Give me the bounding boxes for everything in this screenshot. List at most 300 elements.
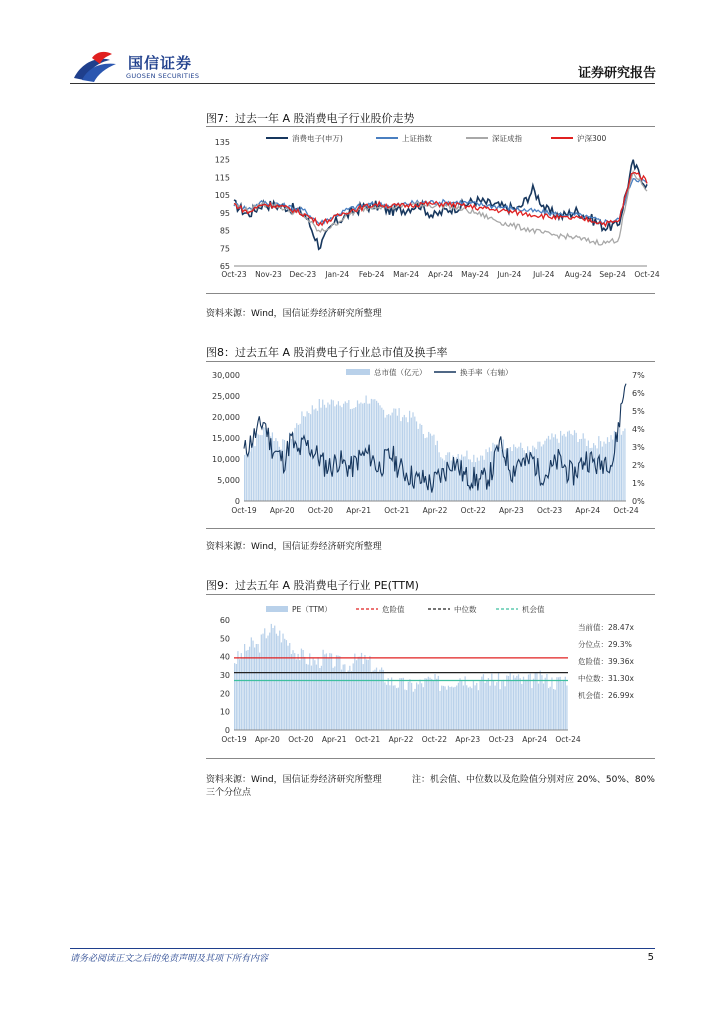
header-divider (70, 83, 655, 84)
pe-bar (566, 686, 567, 731)
market-cap-bar (371, 399, 372, 501)
market-cap-bar (355, 407, 356, 501)
market-cap-bar (553, 437, 554, 501)
legend-label: 深证成指 (492, 134, 522, 143)
market-cap-bar (465, 456, 466, 501)
market-cap-bar (345, 401, 346, 501)
x-tick-label: Oct-24 (555, 735, 581, 744)
market-cap-bar (555, 434, 556, 501)
market-cap-bar (274, 441, 275, 501)
market-cap-bar (624, 429, 625, 502)
pe-bar (239, 659, 240, 730)
pe-bar (421, 683, 422, 730)
pe-bar (561, 682, 562, 730)
pe-bar (548, 688, 549, 730)
y-tick-label: 75 (219, 244, 230, 254)
page-number: 5 (647, 952, 654, 963)
pe-bar (256, 644, 257, 730)
market-cap-bar (623, 431, 624, 501)
pe-bar (545, 678, 546, 730)
footer-disclaimer: 请务必阅读正文之后的免责声明及其项下所有内容 (70, 954, 269, 964)
x-tick-label: Apr-24 (428, 270, 453, 279)
pe-bar (495, 686, 496, 730)
pe-bar (276, 634, 277, 730)
market-cap-bar (579, 439, 580, 501)
market-cap-bar (522, 448, 523, 501)
legend-swatch-bar (346, 369, 370, 375)
legend-label-threshold: 中位数 (454, 605, 477, 614)
pe-bar (513, 675, 514, 730)
market-cap-bar (376, 401, 377, 501)
pe-bar (416, 683, 417, 731)
pe-bar (404, 690, 405, 730)
pe-bar (483, 674, 484, 730)
pe-bar (553, 689, 554, 730)
x-tick-label: Apr-22 (422, 506, 448, 515)
y-tick-label: 95 (219, 208, 230, 218)
y-tick-label: 30 (219, 671, 230, 680)
market-cap-bar (546, 439, 547, 501)
pe-bar (237, 651, 238, 730)
x-tick-label: Oct-22 (421, 735, 448, 744)
pe-bar (334, 666, 335, 730)
pe-bar (488, 678, 489, 730)
pe-bar (272, 628, 273, 730)
market-cap-bar (267, 436, 268, 501)
pe-bar (388, 678, 389, 730)
market-cap-bar (574, 430, 575, 501)
pe-bar (321, 666, 322, 730)
pe-bar (281, 642, 282, 730)
market-cap-bar (308, 413, 309, 501)
pe-bar (500, 689, 501, 730)
pe-bar (292, 650, 293, 730)
pe-bar (459, 678, 460, 730)
pe-bar (249, 647, 250, 730)
pe-bar (389, 685, 390, 730)
figure-8-source: 资料来源：Wind，国信证券经济研究所整理 (206, 542, 382, 552)
pe-bar (501, 681, 502, 730)
market-cap-bar (544, 441, 545, 501)
pe-bar (508, 676, 509, 730)
brand-name-cn: 国信证券 (128, 54, 193, 72)
pe-bar (304, 657, 305, 730)
y-tick-label: 20,000 (212, 413, 240, 422)
pe-bar (379, 670, 380, 730)
market-cap-bar (326, 408, 327, 501)
y-tick-label: 65 (219, 262, 230, 271)
pe-bar (485, 683, 486, 730)
annotation-label: 当前值：28.47x (578, 623, 634, 632)
market-cap-bar (442, 459, 443, 501)
pe-bar (254, 648, 255, 731)
x-tick-label: Jan-24 (325, 270, 350, 279)
x-tick-label: Apr-22 (388, 735, 414, 744)
pe-bar (311, 666, 312, 730)
market-cap-bar (409, 411, 410, 501)
market-cap-bar (595, 445, 596, 501)
market-cap-bar (249, 452, 250, 501)
pe-bar (341, 670, 342, 730)
y2-tick-label: 6% (632, 389, 645, 398)
market-cap-bar (496, 445, 497, 502)
figure-9-title: 图9：过去五年 A 股消费电子行业 PE(TTM) (206, 579, 419, 592)
pe-bar (520, 678, 521, 730)
pe-bar (301, 649, 302, 730)
market-cap-bar (425, 438, 426, 501)
y2-tick-label: 5% (632, 407, 645, 416)
series-line-1 (234, 179, 647, 224)
market-cap-bar (451, 461, 452, 502)
pe-bar (496, 682, 497, 730)
pe-bar (521, 684, 522, 730)
y-tick-label: 50 (219, 634, 230, 644)
market-cap-bar (386, 415, 387, 501)
pe-bar (456, 686, 457, 731)
pe-bar (344, 664, 345, 730)
pe-bar (259, 653, 260, 730)
pe-bar (398, 688, 399, 730)
x-tick-label: May-24 (461, 270, 489, 279)
pe-bar (441, 686, 442, 730)
market-cap-bar (411, 418, 412, 501)
market-cap-bar (426, 438, 427, 502)
pe-bar (394, 685, 395, 730)
market-cap-bar (487, 452, 488, 501)
market-cap-bar (430, 434, 431, 501)
pe-bar (329, 653, 330, 730)
pe-bar (431, 679, 432, 730)
figure-9-chart (206, 600, 655, 752)
figure-9-note-continued: 三个分位点 (206, 788, 252, 798)
pe-bar (448, 686, 449, 730)
market-cap-bar (548, 436, 549, 501)
pe-bar (264, 628, 265, 730)
annotation-label: 危险值：39.36x (578, 657, 634, 666)
pe-bar (251, 637, 252, 730)
pe-bar (376, 668, 377, 730)
pe-bar (465, 676, 466, 730)
market-cap-bar (468, 459, 469, 501)
pe-bar (236, 664, 237, 730)
figure-8-bottom-rule (206, 528, 655, 529)
pe-bar (558, 677, 559, 730)
market-cap-bar (336, 405, 337, 501)
pe-bar (313, 658, 314, 730)
market-cap-bar (366, 396, 367, 502)
pe-bar (348, 671, 349, 731)
x-tick-label: Oct-23 (536, 506, 563, 515)
market-cap-bar (324, 405, 325, 501)
market-cap-bar (498, 449, 499, 501)
x-tick-label: Oct-22 (460, 506, 486, 515)
pe-bar (540, 671, 541, 730)
market-cap-bar (593, 443, 594, 501)
pe-bar (443, 686, 444, 730)
y-tick-label: 10,000 (212, 455, 240, 464)
market-cap-bar (246, 452, 247, 501)
x-tick-label: Aug-24 (564, 270, 592, 279)
market-cap-bar (612, 440, 613, 501)
market-cap-bar (378, 403, 379, 501)
market-cap-bar (428, 432, 429, 501)
market-cap-bar (419, 424, 420, 501)
pe-bar (359, 657, 360, 730)
pe-bar (470, 687, 471, 730)
pe-bar (266, 638, 267, 730)
market-cap-bar (527, 446, 528, 501)
market-cap-bar (581, 439, 582, 501)
pe-bar (361, 653, 362, 730)
pe-bar (408, 682, 409, 730)
pe-bar (463, 686, 464, 731)
pe-bar (446, 690, 447, 730)
market-cap-bar (338, 401, 339, 501)
pe-bar (516, 676, 517, 730)
pe-bar (319, 668, 320, 730)
x-tick-label: Apr-24 (522, 735, 547, 744)
market-cap-bar (470, 460, 471, 502)
x-tick-label: Oct-20 (288, 735, 314, 744)
pe-bar (339, 656, 340, 730)
market-cap-bar (444, 460, 445, 501)
pe-bar (308, 665, 309, 730)
market-cap-bar (296, 423, 297, 501)
market-cap-bar (402, 417, 403, 501)
pe-bar (468, 688, 469, 730)
pe-bar (374, 670, 375, 730)
pe-bar (418, 684, 419, 730)
market-cap-bar (303, 416, 304, 501)
market-cap-bar (357, 400, 358, 501)
pe-bar (244, 644, 245, 730)
figure-9-source: 资料来源：Wind，国信证券经济研究所整理 (206, 775, 382, 785)
market-cap-bar (560, 431, 561, 501)
pe-bar (428, 677, 429, 730)
pe-bar (546, 674, 547, 730)
pe-bar (396, 688, 397, 730)
market-cap-bar (501, 450, 502, 501)
x-tick-label: Nov-23 (255, 270, 282, 279)
pe-bar (530, 674, 531, 730)
market-cap-bar (541, 447, 542, 502)
market-cap-bar (272, 432, 273, 501)
pe-bar (528, 675, 529, 730)
market-cap-bar (279, 447, 280, 501)
market-cap-bar (397, 416, 398, 501)
market-cap-bar (557, 439, 558, 501)
market-cap-bar (346, 403, 347, 501)
y-tick-label: 10 (219, 707, 230, 717)
x-tick-label: Oct-21 (384, 506, 410, 515)
market-cap-bar (305, 417, 306, 501)
pe-bar (391, 678, 392, 731)
x-tick-label: Sep-24 (599, 270, 626, 279)
figure-7-title-rule (206, 126, 655, 127)
pe-bar (523, 677, 524, 730)
market-cap-bar (562, 436, 563, 501)
x-tick-label: Mar-24 (393, 270, 420, 279)
pe-bar (541, 675, 542, 730)
pe-bar (454, 687, 455, 730)
pe-bar (267, 636, 268, 730)
x-tick-label: Apr-23 (455, 735, 481, 744)
x-tick-label: Apr-21 (346, 506, 371, 515)
market-cap-bar (261, 435, 262, 501)
market-cap-bar (597, 448, 598, 501)
market-cap-bar (331, 400, 332, 502)
legend-label-pe: PE（TTM） (292, 605, 332, 614)
page-header (0, 0, 724, 90)
y-tick-label: 125 (214, 155, 230, 165)
market-cap-bar (517, 448, 518, 501)
pe-bar (538, 684, 539, 730)
pe-bar (550, 687, 551, 730)
pe-bar (282, 634, 283, 730)
market-cap-bar (617, 435, 618, 501)
y2-tick-label: 0% (632, 497, 645, 506)
figure-9-note: 注：机会值、中位数以及危险值分别对应 20%、50%、80% (412, 775, 655, 785)
pe-bar (449, 687, 450, 730)
legend-label-threshold: 危险值 (382, 605, 405, 614)
market-cap-bar (598, 436, 599, 501)
y-tick-label: 15,000 (212, 434, 240, 443)
pe-bar (356, 660, 357, 730)
pe-bar (262, 634, 263, 730)
y-tick-label: 60 (219, 616, 230, 625)
guosen-logo (70, 50, 220, 86)
pe-bar (406, 690, 407, 730)
pe-bar (318, 657, 319, 730)
annotation-label: 机会值：26.99x (578, 691, 634, 700)
pe-bar (291, 654, 292, 730)
x-tick-label: Apr-20 (255, 735, 280, 744)
market-cap-bar (258, 435, 259, 502)
pe-bar (565, 677, 566, 730)
pe-bar (316, 665, 317, 730)
pe-bar (399, 678, 400, 730)
pe-bar (274, 626, 275, 730)
pe-bar (346, 673, 347, 730)
market-cap-bar (301, 411, 302, 501)
figure-8-title-rule (206, 361, 655, 362)
pe-bar (331, 654, 332, 731)
market-cap-bar (244, 455, 245, 501)
y2-tick-label: 7% (632, 371, 645, 380)
market-cap-bar (265, 428, 266, 501)
figure-9-bottom-rule (206, 758, 655, 759)
pe-bar (242, 658, 243, 730)
pe-bar (560, 677, 561, 730)
market-cap-bar (307, 411, 308, 501)
pe-bar (525, 680, 526, 730)
pe-bar (543, 684, 544, 731)
x-tick-label: Oct-24 (613, 506, 639, 515)
market-cap-bar (350, 409, 351, 501)
brand-name-en: GUOSEN SECURITIES (126, 72, 200, 80)
pe-bar (383, 670, 384, 730)
pe-bar (490, 686, 491, 730)
pe-bar (409, 679, 410, 730)
x-tick-label: Feb-24 (358, 270, 385, 279)
legend-label-bar: 总市值（亿元） (374, 368, 427, 377)
pe-bar (336, 655, 337, 730)
pe-bar (426, 679, 427, 730)
market-cap-bar (300, 424, 301, 501)
market-cap-bar (576, 433, 577, 501)
pe-bar (424, 678, 425, 730)
pe-bar (349, 666, 350, 730)
market-cap-bar (531, 452, 532, 501)
y-tick-label: 20 (219, 689, 230, 699)
pe-bar (451, 687, 452, 730)
market-cap-bar (503, 440, 504, 502)
footer-divider (70, 948, 655, 949)
pe-bar (271, 624, 272, 730)
pe-bar (294, 653, 295, 730)
pe-bar (433, 681, 434, 730)
pe-bar (413, 692, 414, 730)
pe-bar (423, 687, 424, 730)
market-cap-bar (343, 404, 344, 501)
pe-bar (505, 686, 506, 730)
market-cap-bar (567, 432, 568, 501)
y-tick-label: 135 (214, 138, 230, 147)
pe-bar (436, 679, 437, 730)
pe-bar (384, 682, 385, 730)
y2-tick-label: 1% (632, 479, 645, 488)
market-cap-bar (551, 433, 552, 501)
market-cap-bar (248, 455, 249, 501)
market-cap-bar (600, 441, 601, 501)
pe-bar (338, 656, 339, 730)
pe-bar (510, 673, 511, 730)
market-cap-bar (433, 435, 434, 501)
pe-bar (328, 658, 329, 730)
x-tick-label: Oct-23 (488, 735, 514, 744)
pe-bar (296, 660, 297, 731)
market-cap-bar (374, 399, 375, 501)
pe-bar (493, 680, 494, 730)
market-cap-bar (298, 425, 299, 501)
pe-bar (257, 644, 258, 730)
pe-bar (358, 657, 359, 730)
legend-label: 沪深300 (577, 134, 607, 143)
market-cap-bar (385, 418, 386, 501)
y-tick-label: 0 (234, 497, 240, 506)
market-cap-bar (352, 409, 353, 501)
legend-swatch-pe (266, 606, 288, 612)
pe-bar (364, 655, 365, 730)
figure-7-title: 图7：过去一年 A 股消费电子行业股价走势 (206, 112, 415, 125)
y-tick-label: 5,000 (217, 476, 240, 485)
annotation-label: 分位点：29.3% (578, 640, 632, 649)
market-cap-bar (379, 405, 380, 501)
market-cap-bar (327, 403, 328, 502)
pe-bar (368, 660, 369, 730)
x-tick-label: Apr-23 (499, 506, 524, 515)
figure-8-chart (206, 365, 655, 522)
market-cap-bar (518, 447, 519, 501)
figure-8-title: 图8：过去五年 A 股消费电子行业总市值及换手率 (206, 346, 448, 359)
market-cap-bar (319, 399, 320, 501)
pe-bar (306, 664, 307, 730)
pe-bar (401, 678, 402, 730)
market-cap-bar (329, 405, 330, 502)
pe-bar (466, 685, 467, 730)
pe-bar (506, 676, 507, 731)
y-tick-label: 25,000 (212, 392, 240, 401)
